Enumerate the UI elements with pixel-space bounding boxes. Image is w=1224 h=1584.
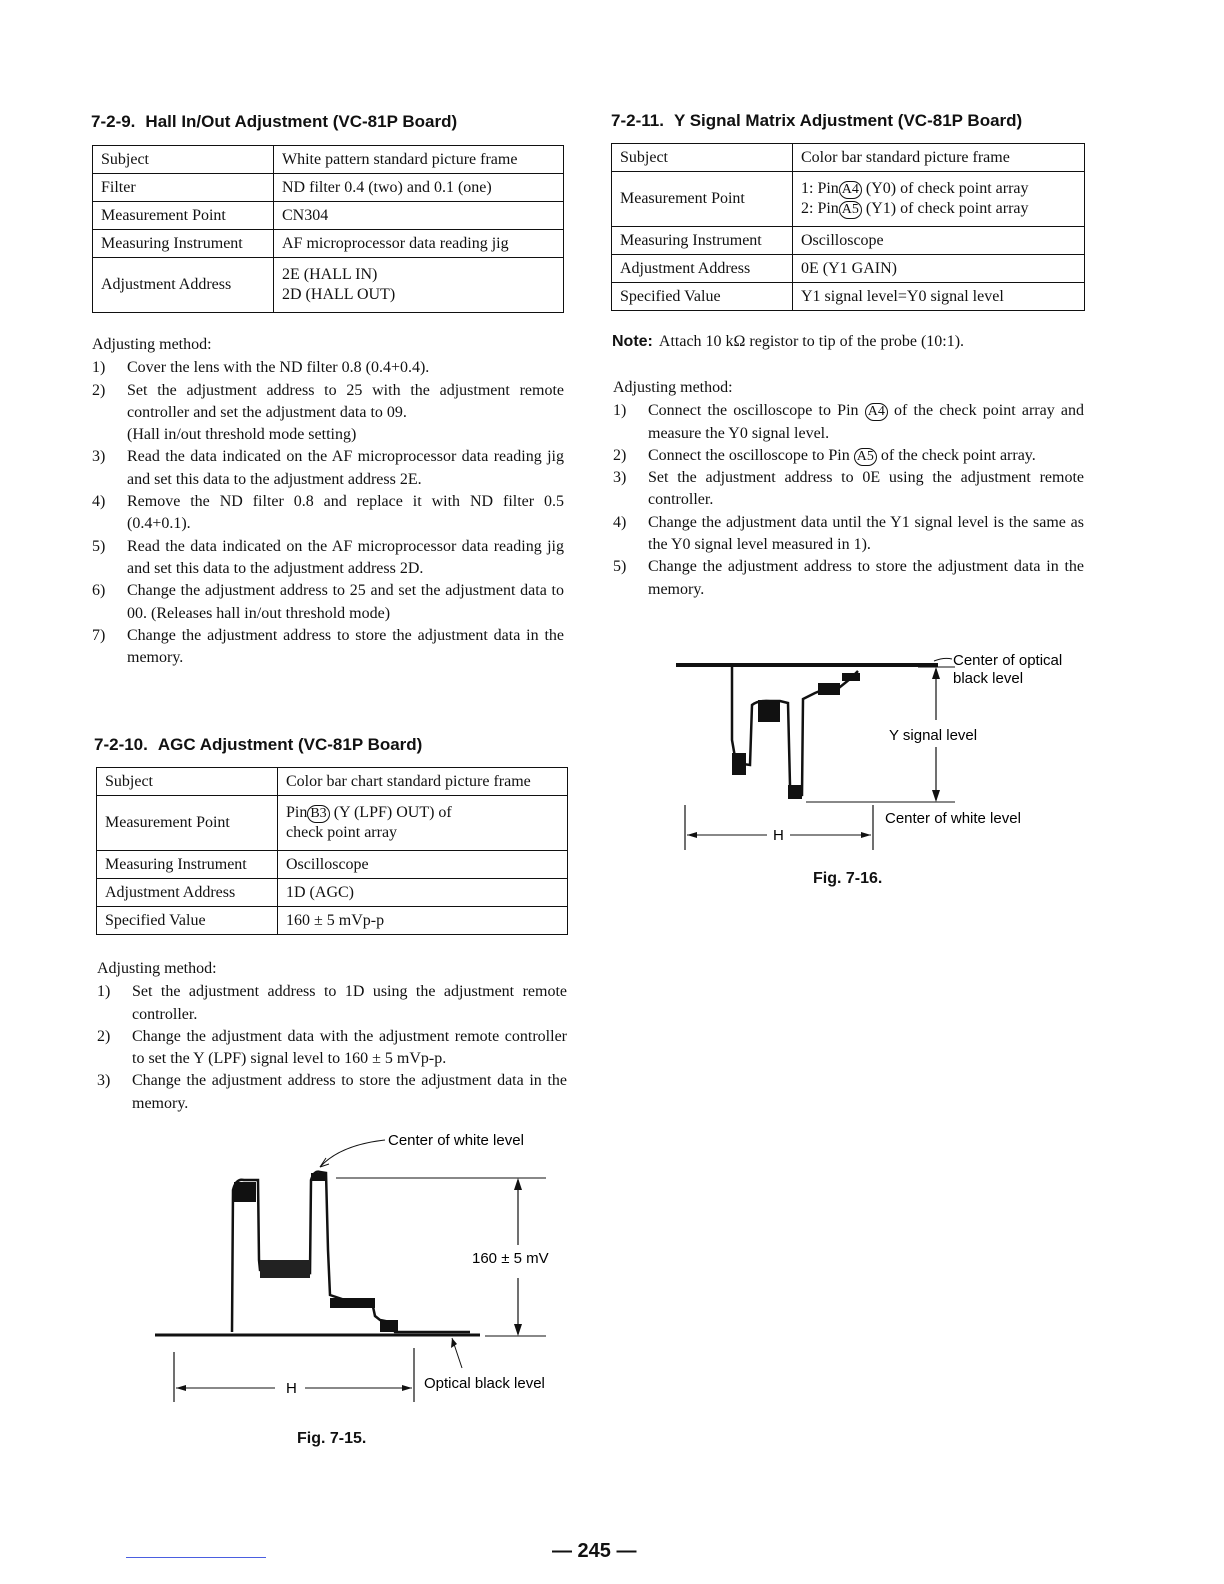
table-label: Specified Value [97, 907, 278, 935]
step-text-note: (Hall in/out threshold mode setting) [127, 426, 357, 444]
label-black-1: Center of optical [953, 652, 1063, 669]
step-text: Read the data indicated on the AF microprocessor data reading jig and set this data to the adjustment address 2E. [127, 448, 564, 488]
table-value: 0E (Y1 GAIN) [793, 255, 1085, 283]
hall-adjustment-table [92, 145, 564, 313]
section-title-7-2-11 [611, 111, 1022, 131]
list-item [97, 981, 567, 1026]
step-block [380, 1320, 398, 1332]
section-heading: AGC Adjustment (VC-81P Board) [157, 735, 423, 754]
fig-7-15-waveform [140, 1120, 580, 1410]
table-label: Specified Value [612, 283, 793, 311]
pin-suffix: (Y1) of check point array [861, 200, 1029, 217]
footer-rule [126, 1557, 266, 1558]
step-number: 1) [97, 983, 111, 1001]
note [612, 333, 964, 351]
step-number: 5) [92, 537, 106, 555]
sync-block [788, 785, 802, 799]
table-label: Measuring Instrument [93, 230, 274, 258]
figure-caption: Fig. 7-15. [297, 1430, 367, 1447]
pin-suffix: (Y (LPF) OUT) of [329, 804, 452, 821]
table-label: Measuring Instrument [612, 227, 793, 255]
step-number: 4) [92, 493, 106, 511]
pin-prefix: Pin [286, 804, 308, 821]
step-block [818, 683, 840, 695]
step-number: 3) [613, 469, 627, 487]
pin-b3-label: B3 [307, 805, 329, 823]
table-label: Subject [93, 146, 274, 174]
step-text [648, 445, 1084, 467]
table-value-line [801, 179, 1076, 199]
step-block [330, 1298, 375, 1308]
table-value: AF microprocessor data reading jig [274, 230, 564, 258]
steps-list [97, 981, 567, 1115]
leader-line [934, 658, 952, 661]
note-text: Attach 10 kΩ registor to tip of the probe (10:1). [658, 333, 965, 350]
table-label: Measurement Point [612, 172, 793, 227]
list-item [92, 580, 564, 625]
pin-prefix: 2: Pin [801, 200, 839, 217]
step-text: Change the adjustment data until the Y1 signal level is the same as the Y0 signal level measured in 1). [648, 513, 1084, 554]
list-item [97, 1070, 567, 1115]
step-text: Change the adjustment address to store the adjustment data in the memory. [648, 558, 1084, 598]
table-label: Measuring Instrument [97, 851, 278, 879]
table-value-line [801, 199, 1076, 219]
step-text-pre: Connect the oscilloscope to Pin [648, 446, 854, 464]
section-heading: Hall In/Out Adjustment (VC-81P Board) [145, 112, 458, 131]
list-item [613, 445, 1084, 467]
table-value: CN304 [274, 202, 564, 230]
table-value-line: 2D (HALL OUT) [282, 286, 396, 303]
table-label: Adjustment Address [97, 879, 278, 907]
section-heading: Y Signal Matrix Adjustment (VC-81P Board) [673, 111, 1023, 130]
list-item [92, 446, 564, 491]
table-value [793, 172, 1085, 227]
adjusting-method-7-2-9 [92, 334, 564, 669]
section-number: 7-2-9. [91, 112, 136, 131]
list-item [613, 512, 1084, 557]
section-number: 7-2-10. [94, 735, 148, 754]
step-text: Set the adjustment address to 0E using the adjustment remote controller. [648, 469, 1084, 509]
list-item [92, 536, 564, 581]
table-value: 160 ± 5 mVp-p [278, 907, 568, 935]
method-heading: Adjusting method: [92, 336, 212, 353]
step-number: 5) [613, 558, 627, 576]
table-value: Oscilloscope [793, 227, 1085, 255]
page-number: — 245 — [552, 1540, 637, 1562]
label-black-2: black level [953, 670, 1024, 687]
step-text: Read the data indicated on the AF microprocessor data reading jig and set this data to the adjustment address 2D. [127, 537, 564, 577]
table-value: Color bar chart standard picture frame [278, 768, 568, 796]
pin-prefix: 1: Pin [801, 180, 839, 197]
note-label: Note: [612, 333, 653, 350]
table-label: Measurement Point [93, 202, 274, 230]
pin-a4-label: A4 [839, 181, 862, 199]
fig-7-16-waveform [670, 645, 1090, 855]
table-label: Adjustment Address [612, 255, 793, 283]
label-center-white: Center of white level [388, 1132, 524, 1149]
step-text: Change the adjustment data with the adjustment remote controller to set the Y (LPF) signal level to 160 ± 5 mVp-p. [132, 1027, 567, 1068]
table-value-line [286, 803, 559, 823]
table-label: Filter [93, 174, 274, 202]
section-number: 7-2-11. [611, 111, 664, 130]
y-matrix-adjustment-table [611, 143, 1085, 311]
step-number: 1) [613, 402, 627, 420]
step-text-pre: Connect the oscilloscope to Pin [648, 402, 865, 420]
arrow-icon [451, 1338, 457, 1348]
label-center-white: Center of white level [885, 810, 1021, 827]
list-item [92, 491, 564, 536]
pin-a5-label: A5 [854, 448, 877, 466]
step-number: 2) [613, 446, 627, 464]
white-peak-block [234, 1182, 256, 1202]
step-number: 2) [92, 381, 106, 399]
step-text: Change the adjustment address to store the adjustment data in the memory. [127, 626, 564, 667]
method-heading: Adjusting method: [97, 960, 217, 977]
table-label: Subject [97, 768, 278, 796]
step-text [127, 380, 564, 447]
label-level: 160 ± 5 mV [472, 1250, 549, 1267]
step-text: Cover the lens with the ND filter 0.8 (0.4+0.4). [127, 359, 430, 377]
white-peak-block [311, 1173, 326, 1181]
label-h: H [773, 827, 784, 844]
step-text [648, 400, 1084, 445]
step-number: 6) [92, 582, 106, 600]
list-item [613, 400, 1084, 445]
step-text: Set the adjustment address to 1D using the adjustment remote controller. [132, 983, 567, 1023]
table-value: ND filter 0.4 (two) and 0.1 (one) [274, 174, 564, 202]
step-number: 7) [92, 626, 106, 644]
pin-a5-label: A5 [839, 201, 862, 219]
sync-block [732, 753, 746, 775]
table-value [278, 796, 568, 851]
label-h: H [286, 1380, 297, 1397]
step-text: Remove the ND filter 0.8 and replace it with ND filter 0.5 (0.4+0.1). [127, 493, 564, 533]
pin-a4-label: A4 [865, 403, 888, 421]
list-item [613, 556, 1084, 601]
method-heading: Adjusting method: [613, 379, 733, 396]
step-text: Change the adjustment address to store the adjustment data in the memory. [132, 1072, 567, 1112]
step-text-post: of the check point array and measure the Y0 signal level. [648, 402, 1085, 442]
step-text: Change the adjustment address to 25 and set the adjustment data to 00. (Releases hall in/out threshold mode) [127, 582, 564, 622]
table-value: Color bar standard picture frame [793, 144, 1085, 172]
steps-list [92, 357, 564, 669]
list-item [92, 625, 564, 670]
table-value-line: 2E (HALL IN) [282, 266, 378, 283]
table-label: Adjustment Address [93, 258, 274, 313]
table-value: 1D (AGC) [278, 879, 568, 907]
step-number: 2) [97, 1027, 111, 1045]
step-text-main: Set the adjustment address to 25 with the adjustment remote controller and set the adjustment data to 09. [127, 381, 564, 421]
white-peak-block [758, 700, 780, 722]
table-value: Oscilloscope [278, 851, 568, 879]
figure-caption: Fig. 7-16. [813, 870, 883, 887]
table-value: White pattern standard picture frame [274, 146, 564, 174]
label-optical-black: Optical black level [424, 1375, 545, 1392]
table-value [274, 258, 564, 313]
list-item [92, 357, 564, 379]
adjusting-method-7-2-10 [97, 958, 567, 1115]
list-item [92, 380, 564, 447]
step-number: 3) [92, 448, 106, 466]
label-y-signal: Y signal level [889, 727, 978, 744]
list-item [97, 1026, 567, 1071]
step-number: 4) [613, 513, 627, 531]
agc-adjustment-table [96, 767, 568, 935]
leader-line [320, 1140, 385, 1167]
step-number: 3) [97, 1072, 111, 1090]
adjusting-method-7-2-11 [613, 377, 1084, 601]
table-value-line: check point array [286, 824, 398, 841]
pin-suffix: (Y0) of check point array [861, 180, 1029, 197]
section-title-7-2-10 [94, 735, 422, 755]
step-number: 1) [92, 359, 106, 377]
step-text-post: of the check point array. [876, 446, 1036, 464]
table-label: Measurement Point [97, 796, 278, 851]
burst-block [260, 1260, 310, 1278]
section-title-7-2-9 [91, 112, 457, 132]
table-label: Subject [612, 144, 793, 172]
list-item [613, 467, 1084, 512]
steps-list [613, 400, 1084, 601]
step-block [842, 673, 860, 681]
table-value: Y1 signal level=Y0 signal level [793, 283, 1085, 311]
